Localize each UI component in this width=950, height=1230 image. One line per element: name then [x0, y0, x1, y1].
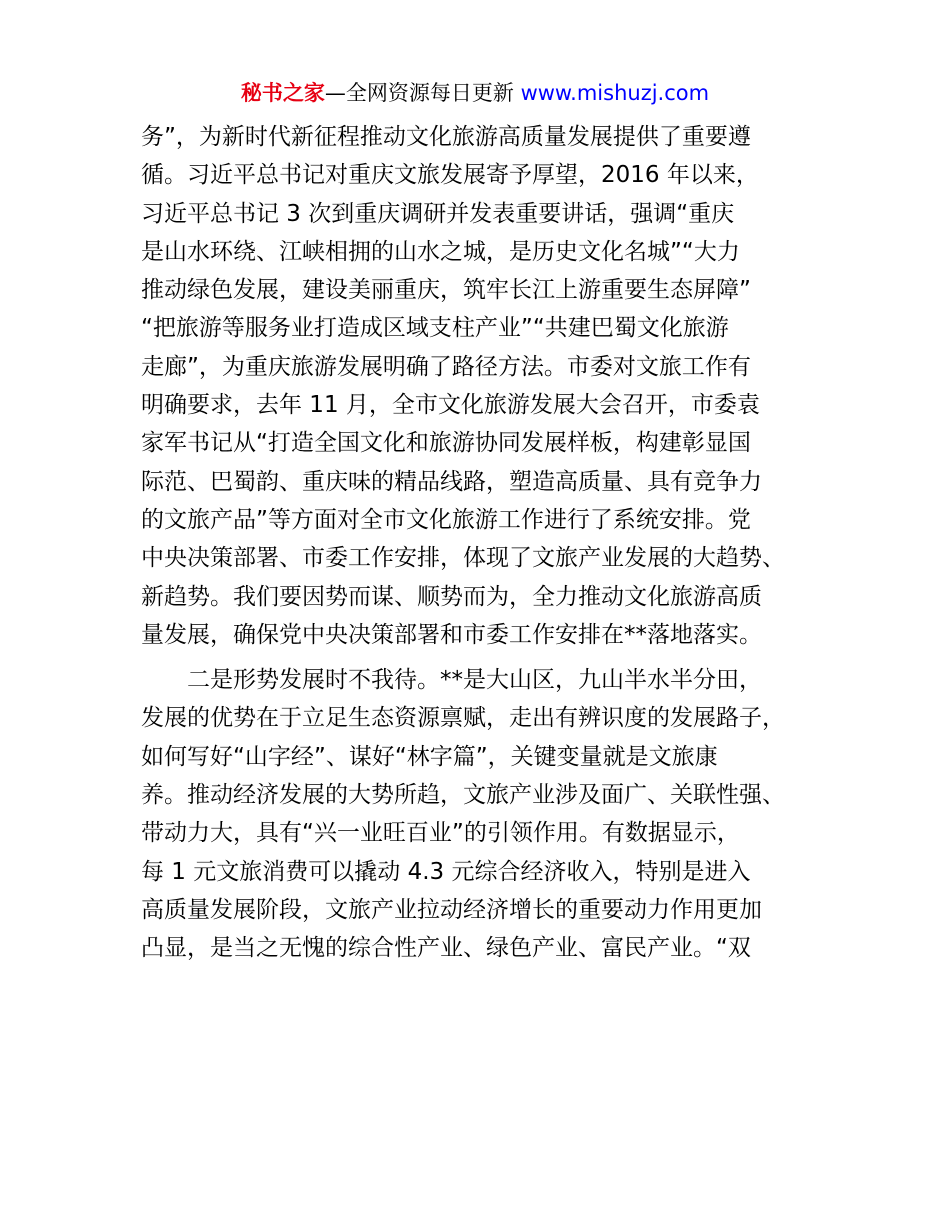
paragraph-1 [141, 118, 821, 654]
document-body [141, 118, 821, 968]
text-line: 家军书记从“打造全国文化和旅游协同发展样板，构建彰显国 [141, 430, 751, 457]
text-line: 如何写好“山字经”、谋好“林字篇”，关键变量就是文旅康 [141, 743, 718, 770]
text-line: 是山水环绕、江峡相拥的山水之城，是历史文化名城”“大力 [141, 238, 740, 265]
text-line: “把旅游等服务业打造成区域支柱产业”“共建巴蜀文化旅游 [141, 315, 729, 342]
text-line: 务”，为新时代新征程推动文化旅游高质量发展提供了重要遵 [141, 124, 751, 150]
text-line: 推动绿色发展，建设美丽重庆，筑牢长江上游重要生态屏障” [141, 277, 751, 304]
page-header [0, 78, 950, 108]
text-line: 中央决策部署、市委工作安排，体现了文旅产业发展的大趋势、 [141, 545, 785, 572]
text-line: 凸显，是当之无愧的综合性产业、绿色产业、富民产业。“双 [141, 935, 751, 962]
text-line: 养。推动经济发展的大势所趋，文旅产业涉及面广、关联性强、 [141, 782, 785, 809]
header-site-link[interactable]: www.mishuzj.com [520, 81, 710, 105]
text-line: 习近平总书记 3 次到重庆调研并发表重要讲话，强调“重庆 [141, 200, 735, 227]
text-line: 高质量发展阶段，文旅产业拉动经济增长的重要动力作用更加 [141, 896, 762, 923]
text-line: 走廊”，为重庆旅游发展明确了路径方法。市委对文旅工作有 [141, 353, 751, 380]
header-brand: 秘书之家 [240, 81, 325, 105]
paragraph-spacer [141, 654, 821, 661]
paragraph-2 [141, 661, 821, 967]
text-line: 二是形势发展时不我待。**是大山区，九山半水半分田， [187, 667, 762, 694]
text-line: 每 1 元文旅消费可以撬动 4.3 元综合经济收入，特别是进入 [141, 858, 751, 885]
header-tagline: —全网资源每日更新 [324, 81, 521, 105]
text-line: 际范、巴蜀韵、重庆味的精品线路，塑造高质量、具有竞争力 [141, 468, 762, 495]
text-line: 量发展，确保党中央决策部署和市委工作安排在**落地落实。 [141, 621, 762, 648]
text-line: 的文旅产品”等方面对全市文化旅游工作进行了系统安排。党 [141, 506, 751, 533]
text-line: 新趋势。我们要因势而谋、顺势而为，全力推动文化旅游高质 [141, 583, 762, 610]
text-line: 发展的优势在于立足生态资源禀赋，走出有辨识度的发展路子， [141, 705, 785, 732]
text-line: 循。习近平总书记对重庆文旅发展寄予厚望，2016 年以来， [141, 162, 759, 189]
text-line: 明确要求，去年 11 月，全市文化旅游发展大会召开，市委袁 [141, 392, 760, 419]
text-line: 带动力大，具有“兴一业旺百业”的引领作用。有数据显示， [141, 820, 740, 847]
